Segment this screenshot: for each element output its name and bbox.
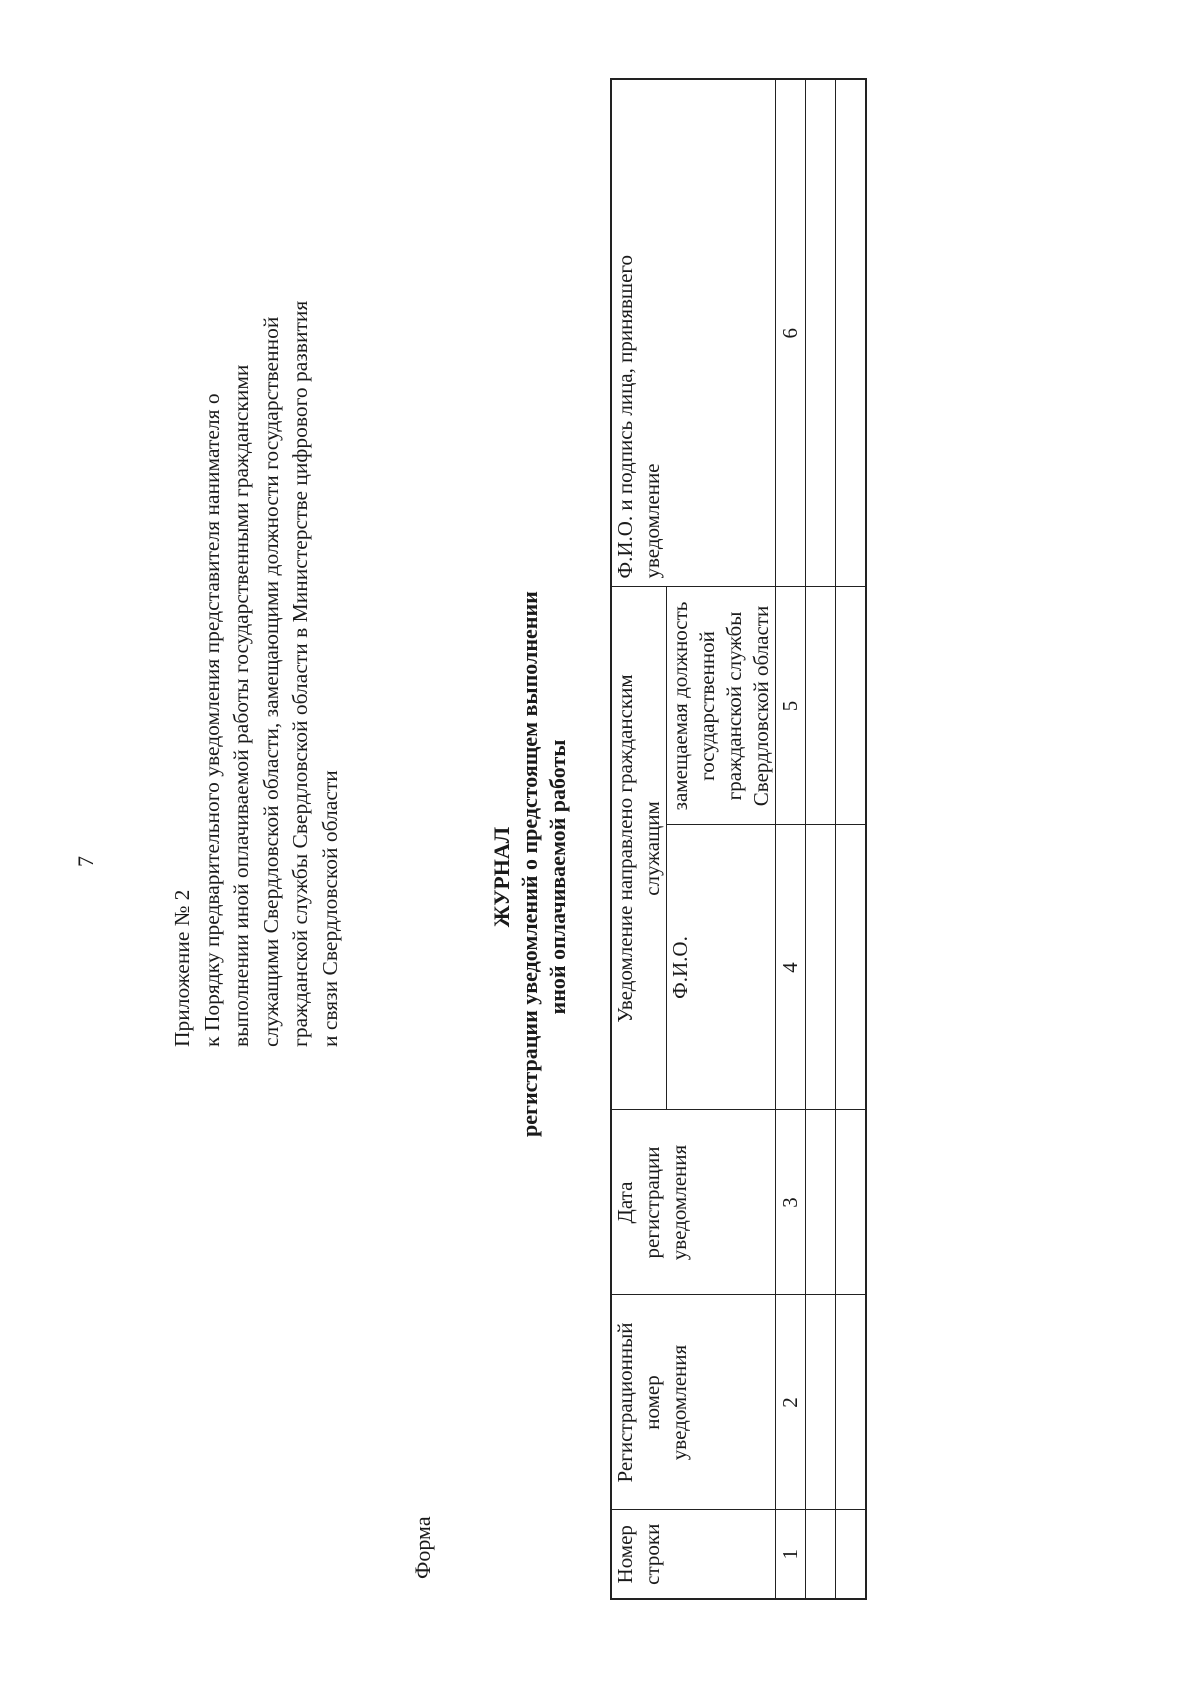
header-row [611,79,667,1599]
title-line: иной оплачиваемой работы [545,739,570,1015]
appendix-line: служащими Свердловской области, замещающими должности государственной [258,316,283,1047]
appendix-line: Приложение № 2 [170,889,194,1047]
table-row [836,79,866,1599]
header-registration-date: Дата регистрации уведомления [611,1110,776,1295]
header-line-number: Номер строки [611,1510,776,1599]
table-cell [806,1110,836,1295]
title-line: ЖУРНАЛ [489,826,514,928]
table-cell [836,1295,866,1510]
journal-title [488,591,572,1137]
table-cell [806,1510,836,1599]
page-number: 7 [73,856,98,867]
header-position: замещаемая должность государственной гражданской службы Свердловской области [667,587,776,825]
appendix-line: и связи Свердловской области [317,770,342,1047]
table-cell [836,587,866,825]
column-number: 3 [776,1110,806,1295]
table-cell [836,1510,866,1599]
table-cell [806,587,836,825]
header-registration-number: Регистрационный номер уведомления [611,1295,776,1510]
column-number: 5 [776,587,806,825]
table-cell [806,1295,836,1510]
header-full-name: Ф.И.О. [667,825,776,1110]
title-line: регистрации уведомлений о предстоящем выполнении [517,591,542,1137]
column-number: 2 [776,1295,806,1510]
appendix-header [168,47,345,1047]
table-cell [836,825,866,1110]
column-number-row [776,79,806,1599]
table-cell [806,825,836,1110]
table-cell [836,1110,866,1295]
appendix-line: к Порядку предварительного уведомления представителя нанимателя о [199,393,224,1047]
appendix-line: гражданской службы Свердловской области в Министерстве цифрового развития [288,300,312,1047]
table-cell [836,79,866,587]
appendix-line: выполнении иной оплачиваемой работы государственными гражданскими [229,364,253,1047]
column-number: 4 [776,825,806,1110]
form-label: Форма [410,1516,435,1579]
table-row [806,79,836,1599]
column-number: 6 [776,79,806,587]
header-sent-to-servants: Уведомление направлено гражданским служащим [611,587,667,1110]
header-recipient-signature: Ф.И.О. и подпись лица, принявшего уведомление [611,79,776,587]
table-cell [806,79,836,587]
column-number: 1 [776,1510,806,1599]
journal-table [610,78,867,1600]
